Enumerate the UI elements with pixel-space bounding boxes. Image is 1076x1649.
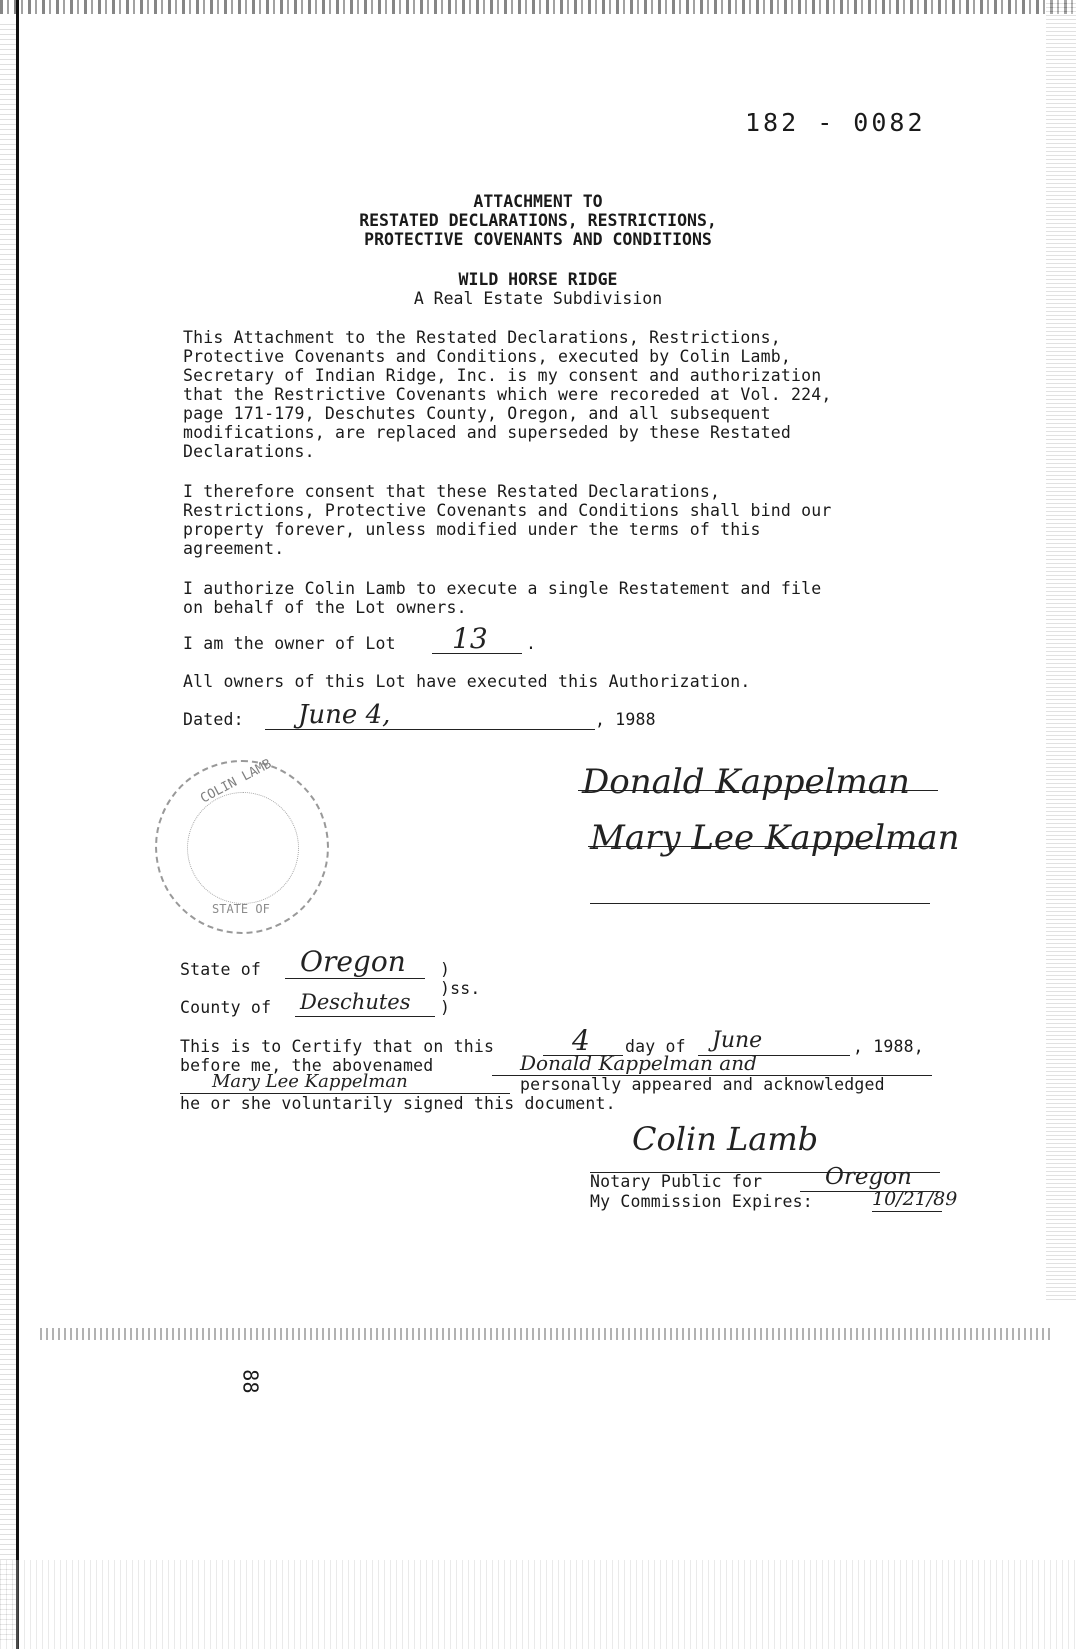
margin-mark: 88 <box>238 1369 263 1394</box>
state-paren: ) <box>440 960 451 979</box>
month-value-handwritten: June <box>712 1028 763 1053</box>
notary-signature: Colin Lamb <box>632 1120 819 1158</box>
before-me-text: before me, the abovenamed <box>180 1056 434 1075</box>
seal-text-top: COLIN LAMB <box>198 756 275 807</box>
signature-line-2 <box>588 846 933 847</box>
county-paren: ) <box>440 998 451 1017</box>
paragraph-1-line-7: Declarations. <box>183 442 315 461</box>
scan-bottom-noise <box>0 1560 1076 1649</box>
names-line-2-handwritten: Mary Lee Kappelman <box>212 1071 408 1092</box>
paragraph-2-line-2: Restrictions, Protective Covenants and Conditions shall bind our <box>183 501 832 520</box>
scan-page-bottom-edge <box>40 1328 1050 1340</box>
dated-year: , 1988 <box>595 710 656 729</box>
paragraph-3-line-1: I authorize Colin Lamb to execute a single Restatement and file <box>183 579 822 598</box>
county-underline <box>295 1016 435 1017</box>
commission-expires-underline <box>872 1211 942 1212</box>
paragraph-2-line-4: agreement. <box>183 539 285 558</box>
paragraph-1-line-1: This Attachment to the Restated Declarations, Restrictions, <box>183 328 781 347</box>
dated-handwritten: June 4, <box>298 700 391 730</box>
county-value-handwritten: Deschutes <box>300 990 411 1014</box>
notary-public-label: Notary Public for <box>590 1172 763 1191</box>
subdivision-name: WILD HORSE RIDGE <box>458 270 618 289</box>
lot-number-handwritten: 13 <box>452 622 488 655</box>
state-value-handwritten: Oregon <box>300 945 406 978</box>
all-owners-statement: All owners of this Lot have executed this Authorization. <box>183 672 751 691</box>
paragraph-1-line-4: that the Restrictive Covenants which were recoreded at Vol. 224, <box>183 385 832 404</box>
commission-expires-handwritten: 10/21/89 <box>872 1188 958 1210</box>
state-underline <box>285 978 425 979</box>
paragraph-1-line-6: modifications, are replaced and superseded by these Restated <box>183 423 792 442</box>
seal-inner-ring <box>187 792 299 904</box>
title-line-1: ATTACHMENT TO <box>473 192 603 211</box>
seal-text-bottom: STATE OF <box>212 902 270 916</box>
paragraph-2-line-1: I therefore consent that these Restated Declarations, <box>183 482 721 501</box>
certify-year: , 1988, <box>853 1037 924 1056</box>
names-line-1-handwritten: Donald Kappelman and <box>520 1051 757 1075</box>
certify-text: This is to Certify that on this <box>180 1037 495 1056</box>
commission-expires-label: My Commission Expires: <box>590 1192 813 1211</box>
title-line-2: RESTATED DECLARATIONS, RESTRICTIONS, <box>359 211 717 230</box>
state-label: State of <box>180 960 262 979</box>
dated-label: Dated: <box>183 710 244 729</box>
notary-state-handwritten: Oregon <box>825 1164 912 1190</box>
signature-line-3 <box>590 903 930 904</box>
voluntarily-text: he or she voluntarily signed this document. <box>180 1094 616 1113</box>
paragraph-1-line-3: Secretary of Indian Ridge, Inc. is my consent and authorization <box>183 366 822 385</box>
subdivision-description: A Real Estate Subdivision <box>413 289 663 308</box>
signature-mary-lee-kappelman: Mary Lee Kappelman <box>590 818 960 858</box>
appeared-text: personally appeared and acknowledged <box>520 1075 885 1094</box>
signature-donald-kappelman: Donald Kappelman <box>582 762 910 802</box>
lot-label: I am the owner of Lot <box>183 634 396 653</box>
paragraph-1-line-2: Protective Covenants and Conditions, executed by Colin Lamb, <box>183 347 792 366</box>
paragraph-3-line-2: on behalf of the Lot owners. <box>183 598 467 617</box>
county-label: County of <box>180 998 272 1017</box>
day-value-handwritten: 4 <box>572 1024 590 1057</box>
paragraph-1-line-5: page 171-179, Deschutes County, Oregon, and all subsequent <box>183 404 771 423</box>
title-line-3: PROTECTIVE COVENANTS AND CONDITIONS <box>364 230 712 249</box>
day-of-text: day of <box>625 1037 686 1056</box>
notary-seal <box>155 756 329 934</box>
ss-mark: )ss. <box>440 979 481 998</box>
scan-top-edge <box>0 0 1076 14</box>
scan-left-noise <box>0 20 16 1640</box>
lot-period: . <box>526 634 537 653</box>
document-number: 182 - 0082 <box>745 108 926 137</box>
paragraph-2-line-3: property forever, unless modified under the terms of this <box>183 520 761 539</box>
signature-line-1 <box>578 790 938 791</box>
